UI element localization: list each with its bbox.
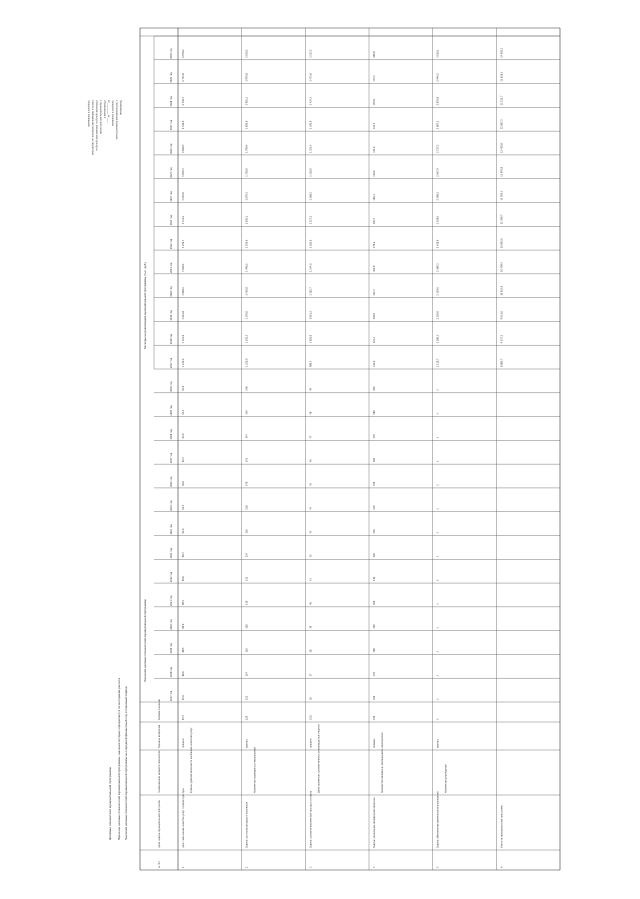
indicator-value: 142 xyxy=(245,457,249,463)
finance-value: 433,0 xyxy=(373,146,376,153)
finance-value: 2 946,5 xyxy=(436,73,440,82)
indicator-value: 3 xyxy=(436,674,440,677)
finance-value: 12 402,8 xyxy=(500,143,504,153)
row-goal: Задача: развитие физической культуры и спорта xyxy=(309,790,313,848)
indicator-value: 580 xyxy=(373,410,376,415)
approval-line: «Приложение 1 xyxy=(103,100,106,119)
year-header: 2030 год xyxy=(170,381,173,392)
approval-line: к муниципальной программе xyxy=(99,100,102,134)
indicator-value: 87,6 xyxy=(182,695,185,700)
indicator-value: 3 xyxy=(436,389,440,391)
year-header: 2023 год xyxy=(170,215,173,226)
indicator-value: 540 xyxy=(373,505,376,510)
indicator-value: 38 xyxy=(309,649,313,653)
column-header: Цели, задачи муниципальной программы xyxy=(158,799,161,848)
year-header: 2026 год xyxy=(170,143,173,154)
indicator-value: 510 xyxy=(373,576,376,582)
row-indicator: Уровень удовлетворенности населения качеством услуг xyxy=(190,727,193,793)
indicator-value: 146 xyxy=(245,410,249,415)
finance-value: 2 110,7 xyxy=(436,358,440,367)
approval-line: городского поселения xyxy=(111,100,114,127)
finance-value: 312,0 xyxy=(373,360,376,367)
finance-value: 419,6 xyxy=(373,170,376,177)
indicator-value: 460 xyxy=(373,695,376,700)
finance-value: 1 610,1 xyxy=(245,215,249,225)
indicator-value: 91,0 xyxy=(182,528,185,534)
finance-value: 2 250,0 xyxy=(436,311,440,320)
year-header: 2023 год xyxy=(170,548,173,559)
finance-value: 486,8 xyxy=(373,51,376,58)
indicator-value: 134 xyxy=(245,553,249,558)
row-indicator: Количество проведенных мероприятий xyxy=(253,747,257,793)
indicator-value: 3 xyxy=(436,579,440,582)
row-number: 2 xyxy=(245,866,249,868)
row-unit: процент xyxy=(309,738,313,748)
year-header: 2027 год xyxy=(170,452,173,464)
finance-value: 473,4 xyxy=(373,75,376,82)
indicator-value: 500 xyxy=(373,600,376,605)
indicator-value: 36 xyxy=(309,697,313,700)
indicator-value: 92,0 xyxy=(182,481,185,486)
indicator-value: 47 xyxy=(309,435,313,439)
row-indicator: Доля населения, систематически занимающегося спортом xyxy=(317,724,321,793)
finance-value: 2 598,2 xyxy=(436,192,440,201)
indicator-value: 480 xyxy=(373,648,376,653)
finance-value: 1 790,4 xyxy=(245,144,249,153)
indicator-value: 3 xyxy=(436,532,440,534)
group-header: Значения целевых показателей муниципальной программы xyxy=(144,599,147,682)
year-header: 2022 год xyxy=(170,238,173,250)
indicator-value: 520 xyxy=(373,553,376,558)
indicator-value: 122 xyxy=(245,695,249,700)
row-base: 3 xyxy=(436,718,440,720)
approval-line: спорта и молодежной политики на территории xyxy=(91,100,94,156)
indicator-value: 93,0 xyxy=(182,433,185,439)
indicator-value: 37 xyxy=(309,673,313,677)
finance-value: 2 389,3 xyxy=(436,263,440,272)
indicator-value: 90,0 xyxy=(182,576,185,582)
finance-value: 1 670,5 xyxy=(245,192,249,201)
year-header: 2024 год xyxy=(170,524,173,535)
indicator-value: 144 xyxy=(245,434,249,439)
finance-value: 9 633,0 xyxy=(500,311,504,320)
finance-value: 1 310,5 xyxy=(245,334,249,344)
indicator-value: 138 xyxy=(245,505,249,510)
row-goal: Задача: обеспечение деятельности учреждений xyxy=(436,791,440,848)
year-header: 2019 год xyxy=(170,643,173,654)
finance-value: 980,4 xyxy=(309,360,313,367)
finance-value: 9 257,2 xyxy=(500,334,504,344)
indicator-value: 89,5 xyxy=(182,599,185,605)
indicator-value: 90,5 xyxy=(182,552,185,558)
row-base: 87,5 xyxy=(182,715,185,720)
indicator-value: 41 xyxy=(309,578,313,582)
finance-value: 1 430,8 xyxy=(245,287,249,296)
indicator-value: 128 xyxy=(245,624,249,629)
indicator-value: 40 xyxy=(309,602,313,605)
finance-value: 11 199,7 xyxy=(500,214,504,225)
finance-value: 8 885,7 xyxy=(500,358,504,367)
indicator-value: 130 xyxy=(245,600,249,605)
row-base: 35,0 xyxy=(309,715,313,720)
finance-value: 6 530,4 xyxy=(182,96,185,106)
indicator-value: 140 xyxy=(245,481,249,486)
indicator-value: 136 xyxy=(245,529,249,534)
finance-value: 1 227,1 xyxy=(309,215,313,225)
finance-value: 1 102,7 xyxy=(309,287,313,296)
indicator-value: 490 xyxy=(373,624,376,629)
row-base: 120 xyxy=(245,715,249,720)
finance-value: 4 421,0 xyxy=(182,334,185,344)
finance-value: 1 910,3 xyxy=(245,96,249,106)
finance-value: 1 730,0 xyxy=(245,168,249,177)
year-header: 2028 год xyxy=(170,96,173,107)
indicator-value: 3 xyxy=(436,436,440,439)
approval-line: от __________ № ____ xyxy=(107,100,110,123)
finance-value: 11 595,3 xyxy=(500,190,504,201)
finance-value: 6 751,8 xyxy=(182,73,185,82)
row-goal: Задача: организация досуга населения xyxy=(245,802,249,848)
indicator-value: 3 xyxy=(436,698,440,700)
finance-value: 352,3 xyxy=(373,289,376,296)
column-header: Базовое значение xyxy=(158,699,161,720)
finance-value: 12 807,5 xyxy=(500,119,504,130)
indicator-value: 560 xyxy=(373,457,376,463)
finance-value: 1 392,9 xyxy=(309,120,313,130)
finance-value: 2 030,2 xyxy=(245,49,249,58)
approval-line: городского поселения» xyxy=(87,100,90,128)
column-header: № п/п xyxy=(158,861,161,868)
finance-value: 459,9 xyxy=(373,99,376,106)
approval-title: Приложение xyxy=(119,100,122,115)
year-header: 2025 год xyxy=(170,167,173,178)
finance-value: 1 475,8 xyxy=(309,73,313,82)
row-unit: единиц xyxy=(245,739,249,748)
form-title: Целевые показатели муниципальной программы xyxy=(108,767,112,840)
finance-value: 2 319,6 xyxy=(436,287,440,296)
year-header: 2019 год xyxy=(170,310,173,321)
indicator-value: 48 xyxy=(309,411,313,415)
finance-value: 2 528,6 xyxy=(436,215,440,225)
finance-value: 1 185,6 xyxy=(309,239,313,249)
indicator-value: 148 xyxy=(245,386,249,391)
indicator-value: 92,5 xyxy=(182,457,185,463)
finance-value: 2 876,8 xyxy=(436,96,440,106)
finance-value: 10 023,6 xyxy=(500,285,504,296)
row-number: 3 xyxy=(309,866,313,868)
finance-value: 5 230,7 xyxy=(182,239,185,249)
indicator-value: 3 xyxy=(436,651,440,653)
year-header: 2028 год xyxy=(170,429,173,440)
column-header: Единица измерения xyxy=(158,724,161,748)
indicator-table xyxy=(140,28,560,870)
row-indicator: Количество учреждений xyxy=(444,764,448,793)
finance-value: 365,8 xyxy=(373,265,376,272)
approval-line: к постановлению Администрации xyxy=(115,100,118,140)
heading-line-1: Перечень целевых показателей муниципальной программы, значения которых определяются по методикам расчета xyxy=(118,677,121,840)
year-header: 2021 год xyxy=(170,262,173,273)
finance-value: 325,4 xyxy=(373,336,376,344)
year-header: 2029 год xyxy=(170,72,173,83)
finance-value: 3 016,1 xyxy=(436,49,440,58)
year-header: 2017 год xyxy=(170,690,173,701)
indicator-value: 124 xyxy=(245,672,249,677)
finance-value: 379,2 xyxy=(373,241,376,249)
year-header: 2025 год xyxy=(170,500,173,511)
indicator-value: 88,0 xyxy=(182,671,185,677)
indicator-value: 550 xyxy=(373,481,376,486)
finance-value: 1 310,0 xyxy=(309,168,313,177)
indicator-value: 46 xyxy=(309,459,313,463)
row-number: 6 xyxy=(500,866,504,868)
finance-value: 338,9 xyxy=(373,313,376,320)
finance-value: 1 370,0 xyxy=(245,311,249,320)
indicator-value: 45 xyxy=(309,483,313,486)
indicator-value: 3 xyxy=(436,555,440,558)
finance-value: 2 180,3 xyxy=(436,334,440,344)
indicator-value: 126 xyxy=(245,648,249,653)
year-header: 2018 год xyxy=(170,666,173,678)
indicator-value: 39 xyxy=(309,625,313,629)
indicator-value: 43 xyxy=(309,530,313,534)
row-number: 1 xyxy=(182,866,185,868)
year-header: 2026 год xyxy=(170,476,173,487)
indicator-value: 3 xyxy=(436,484,440,486)
indicator-value: 88,5 xyxy=(182,647,185,653)
year-header: 2030 год xyxy=(170,48,173,59)
approval-line: «Развитие культуры, физической культуры, xyxy=(95,100,98,152)
finance-value: 2 737,5 xyxy=(436,144,440,153)
finance-value: 10 409,4 xyxy=(500,262,504,272)
indicator-value: 89,0 xyxy=(182,623,185,629)
indicator-value: 3 xyxy=(436,603,440,605)
row-unit: человек xyxy=(373,738,376,748)
finance-value: 1 550,6 xyxy=(245,239,249,249)
finance-value: 406,1 xyxy=(373,194,376,201)
year-header: 2021 год xyxy=(170,595,173,606)
finance-value: 1 250,0 xyxy=(245,358,249,367)
row-unit: единиц xyxy=(436,739,440,748)
row-number: 5 xyxy=(436,866,440,868)
finance-value: 2 458,9 xyxy=(436,239,440,249)
indicator-value: 3 xyxy=(436,413,440,415)
indicator-value: 530 xyxy=(373,529,376,534)
row-number: 4 xyxy=(373,866,376,868)
finance-value: 4 232,6 xyxy=(182,358,185,367)
indicator-value: 91,5 xyxy=(182,504,185,510)
year-header: 2017 год xyxy=(170,357,173,368)
row-base: 450 xyxy=(373,715,376,720)
indicator-value: 570 xyxy=(373,434,376,439)
finance-value: 13 211,7 xyxy=(500,95,504,106)
group-header: Расходы на реализацию муниципальной программы (тыс. руб.) xyxy=(144,261,147,349)
finance-value: 14 020,5 xyxy=(500,48,504,58)
finance-value: 4 612,8 xyxy=(182,311,185,320)
row-unit: процент xyxy=(182,738,185,748)
year-header: 2018 год xyxy=(170,333,173,345)
finance-value: 5 441,2 xyxy=(182,215,185,225)
row-goal: Задача: реализация молодежной политики xyxy=(373,797,376,848)
indicator-value: 590 xyxy=(373,386,376,391)
finance-value: 1 020,0 xyxy=(309,334,313,344)
finance-value: 6 970,2 xyxy=(182,49,185,58)
indicator-value: 3 xyxy=(436,627,440,629)
finance-value: 1 490,2 xyxy=(245,263,249,272)
finance-value: 1 850,9 xyxy=(245,120,249,130)
finance-value: 11 997,8 xyxy=(500,166,504,177)
year-header: 2020 год xyxy=(170,619,173,630)
approval-block xyxy=(87,100,122,156)
finance-value: 1 351,4 xyxy=(309,144,313,153)
table-cells xyxy=(143,47,503,868)
indicator-value: 44 xyxy=(309,506,313,510)
indicator-value: 132 xyxy=(245,576,249,582)
heading-block xyxy=(108,678,128,840)
finance-value: 1 434,3 xyxy=(309,96,313,106)
indicator-value: 94,0 xyxy=(182,385,185,391)
finance-value: 2 667,9 xyxy=(436,168,440,177)
finance-value: 1 268,5 xyxy=(309,192,313,201)
row-indicator: Количество молодежи, вовлеченной в мероприятия xyxy=(381,732,384,793)
finance-value: 1 517,2 xyxy=(309,49,313,58)
year-header: 2027 год xyxy=(170,119,173,131)
indicator-value: 470 xyxy=(373,672,376,677)
year-header: 2024 год xyxy=(170,191,173,202)
finance-value: 1 970,8 xyxy=(245,73,249,82)
finance-value: 5 870,3 xyxy=(182,168,185,177)
finance-value: 4 818,2 xyxy=(182,287,185,296)
indicator-value: 49 xyxy=(309,387,313,391)
finance-value: 10 805,0 xyxy=(500,238,504,249)
finance-value: 1 061,3 xyxy=(309,311,313,320)
heading-line-2: Значения целевых показателей муниципальной программы на очередной финансовый год и плановый период xyxy=(125,686,128,840)
finance-value: 5 652,0 xyxy=(182,192,185,201)
finance-value: 13 618,3 xyxy=(500,71,504,82)
row-goal: Цель: повышение качества услуг в сфере культуры xyxy=(182,787,185,848)
finance-value: 392,7 xyxy=(373,218,376,225)
indicator-value: 3 xyxy=(436,460,440,463)
finance-value: 6 310,0 xyxy=(182,120,185,130)
year-header: 2020 год xyxy=(170,286,173,297)
row-goal: Итого по муниципальной программе xyxy=(500,805,504,848)
finance-value: 6 090,5 xyxy=(182,144,185,153)
indicator-value: 42 xyxy=(309,554,313,558)
indicator-value: 93,5 xyxy=(182,409,185,415)
finance-value: 1 144,0 xyxy=(309,263,313,272)
year-header: 2022 год xyxy=(170,571,173,583)
finance-value: 2 807,2 xyxy=(436,120,440,130)
finance-value: 5 020,1 xyxy=(182,263,185,272)
indicator-value: 3 xyxy=(436,508,440,510)
finance-value: 446,5 xyxy=(373,122,376,130)
year-header: 2029 год xyxy=(170,405,173,416)
column-header: Наименование целевого показателя xyxy=(158,750,161,793)
